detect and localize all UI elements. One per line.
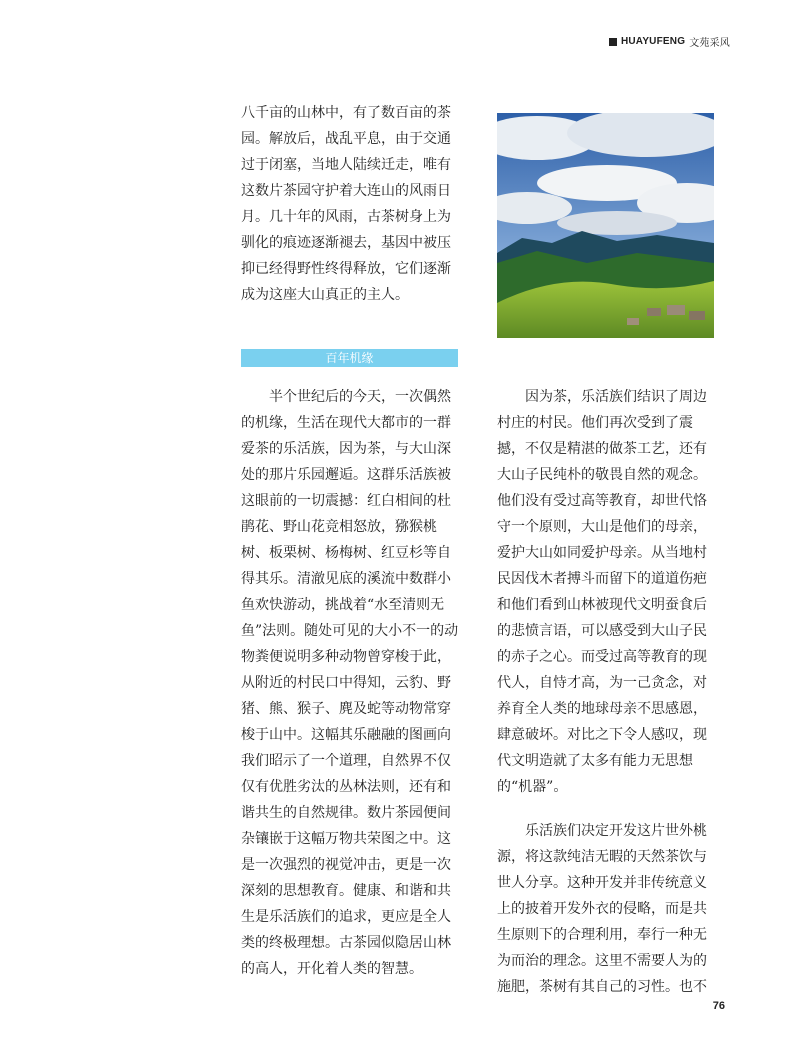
left-main-column <box>241 384 461 982</box>
running-header <box>609 34 730 49</box>
left-top-column <box>241 100 461 308</box>
header-brand: HUAYUFENG <box>620 36 686 47</box>
left-top-paragraph: 八千亩的山林中，有了数百亩的茶园。解放后，战乱平息，由于交通过于闭塞，当地人陆续迁走，唯有这数片茶园守护着大连山的风雨日月。几十年的风雨，古茶树身上为驯化的痕迹逐渐褪去，基因中被压抑已经得野性终得释放，它们逐渐成为这座大山真正的主人。 <box>241 105 451 303</box>
header-square-icon <box>609 38 617 46</box>
page-number: 76 <box>712 1000 725 1012</box>
left-main-paragraph: 半个世纪后的今天，一次偶然的机缘，生活在现代大都市的一群爱茶的乐活族，因为茶，与大山深处的那片乐园邂逅。这群乐活族被这眼前的一切震撼：红白相间的杜鹃花、野山花竞相怒放，猕猴桃树、板栗树、杨梅树、红豆杉等自得其乐。清澈见底的溪流中数群小鱼欢快游动，挑战着“水至清则无鱼”法则。随处可见的大小不一的动物粪便说明多种动物曾穿梭于此，从附近的村民口中得知，云豹、野猪、熊、猴子、麂及蛇等动物常穿梭于山中。这幅其乐融融的图画向我们昭示了一个道理，自然界不仅仅有优胜劣汰的丛林法则，还有和谐共生的自然规律。数片茶园便间杂镶嵌于这幅万物共荣图之中。这是一次强烈的视觉冲击，更是一次深刻的思想教育。健康、和谐和共生是乐活族们的追求，更应是全人类的终极理想。古茶园似隐居山林的高人，开化着人类的智慧。 <box>241 389 459 977</box>
right-paragraph-2: 乐活族们决定开发这片世外桃源，将这款纯洁无暇的天然茶饮与世人分享。这种开发并非传统意义上的披着开发外衣的侵略，而是共生原则下的合理利用，奉行一种无为而治的理念。这里不需要人为的施肥，茶树有其自己的习性。也不 <box>497 823 707 995</box>
section-title: 百年机缘 <box>325 351 374 365</box>
header-section: 文苑采风 <box>689 38 730 49</box>
section-title-bar <box>241 349 458 367</box>
landscape-photo <box>497 113 714 338</box>
right-main-column <box>497 384 715 1000</box>
right-paragraph-1: 因为茶，乐活族们结识了周边村庄的村民。他们再次受到了震撼，不仅是精湛的做茶工艺，还有大山子民纯朴的敬畏自然的观念。他们没有受过高等教育，却世代恪守一个原则，大山是他们的母亲，爱护大山如同爱护母亲。从当地村民因伐木者搏斗而留下的道道伤疤和他们看到山林被现代文明蚕食后的悲愤言语，可以感受到大山子民的赤子之心。而受过高等教育的现代人，自恃才高，为一己贪念，对养育全人类的地球母亲不思感恩，肆意破坏。对比之下令人感叹，现代文明造就了太多有能力无思想的“机器”。 <box>497 389 707 795</box>
